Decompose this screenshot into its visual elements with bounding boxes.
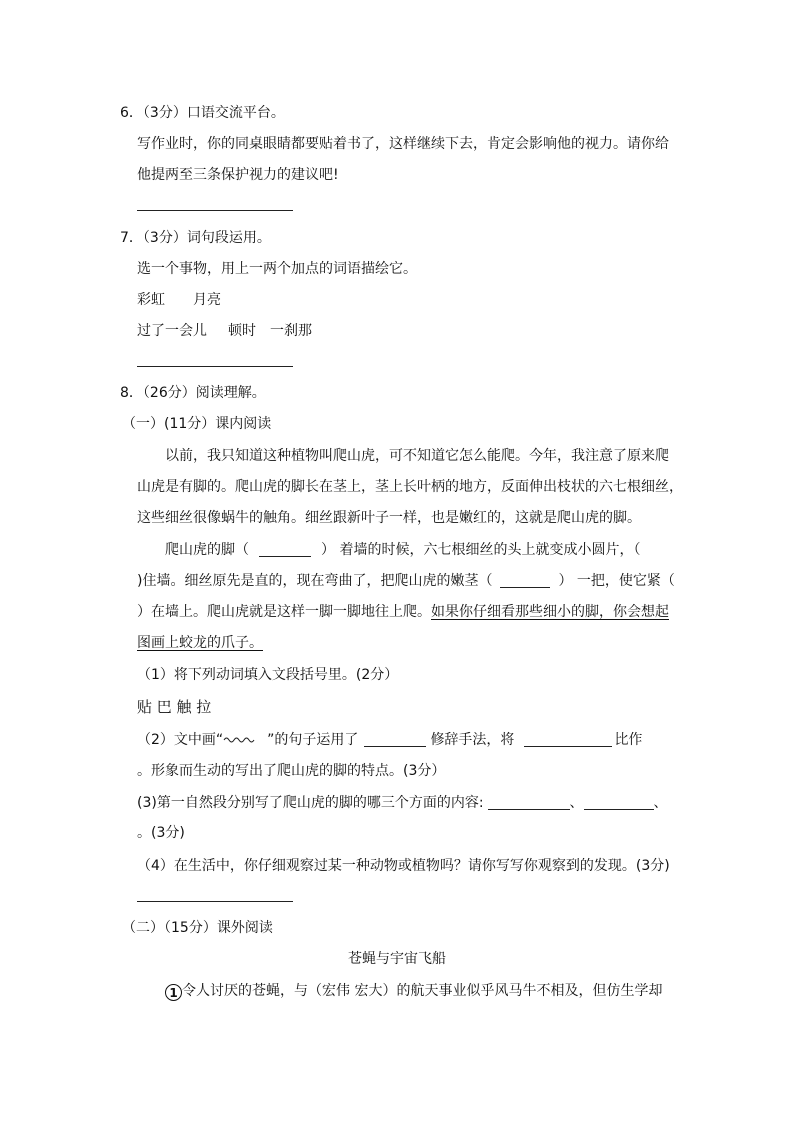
sub-question-4: （4）在生活中，你仔细观察过某一种动物或植物吗？请你写写你观察到的发现。(3分) bbox=[137, 858, 670, 874]
sub2-text-a: （2）文中画“ bbox=[137, 732, 224, 748]
p2-text-1b: ） 着墙的时候，六七根细丝的头上就变成小圆片，（ bbox=[321, 542, 641, 558]
part1-p2-line-3 bbox=[137, 603, 669, 621]
q8-heading: 8．（26分）阅读理解。 bbox=[120, 385, 266, 401]
blank-3[interactable] bbox=[500, 573, 550, 588]
p2-text-1a: 爬山虎的脚（ bbox=[165, 542, 249, 558]
part2-article-title: 苍蝇与宇宙飞船 bbox=[348, 951, 446, 967]
blank-object[interactable] bbox=[524, 732, 612, 747]
part1-p2-line-2 bbox=[137, 572, 675, 590]
q6-heading: 6．（3分）口语交流平台。 bbox=[120, 105, 285, 121]
q6-line-1: 写作业时，你的同桌眼睛都要贴着书了，这样继续下去，肯定会影响他的视力。请你给 bbox=[137, 136, 669, 152]
sub3-sep-1: 、 bbox=[569, 795, 584, 811]
q7-word-moon: 月亮 bbox=[193, 292, 221, 308]
sub3-sep-2: 、 bbox=[653, 795, 668, 811]
part2-p1-line-1 bbox=[165, 982, 662, 1001]
sub-question-3 bbox=[137, 794, 668, 812]
q7-word-instant: 一刹那 bbox=[270, 323, 312, 339]
blank-aspect-1[interactable] bbox=[488, 795, 570, 810]
q7-answer-line[interactable] bbox=[137, 366, 293, 367]
sub-question-1: （1）将下列动词填入文段括号里。(2分） bbox=[137, 667, 399, 683]
sub3-text: (3)第一自然段分别写了爬山虎的脚的哪三个方面的内容: bbox=[137, 795, 484, 811]
q6-line-2: 他提两至三条保护视力的建议吧! bbox=[137, 167, 339, 183]
part1-p2-line-4: 图画上蛟龙的爪子。 bbox=[137, 635, 263, 651]
sub2-text-b: ”的句子运用了 bbox=[267, 732, 359, 748]
p2-text-2b: ） 一把，使它紧（ bbox=[558, 573, 675, 589]
q7-word-rainbow: 彩虹 bbox=[137, 292, 165, 308]
sub-question-3-line-2: 。(3分) bbox=[137, 825, 185, 841]
verb-list: 贴 巴 触 拉 bbox=[137, 698, 212, 716]
q7-heading: 7．（3分）词句段运用。 bbox=[120, 230, 271, 246]
part1-p1-line-1: 以前，我只知道这种植物叫爬山虎，可不知道它怎么能爬。今年，我注意了原来爬 bbox=[165, 448, 669, 464]
part1-p1-line-2: 山虎是有脚的。爬山虎的脚长在茎上，茎上长叶柄的地方，反面伸出枝状的六七根细丝， bbox=[137, 479, 683, 495]
q7-word-suddenly: 顿时 bbox=[228, 323, 256, 339]
sub2-text-d: 比作 bbox=[614, 732, 643, 748]
p2-text-2a: )住墙。细丝原先是直的，现在弯曲了，把爬山虎的嫩茎（ bbox=[137, 573, 493, 589]
q7-word-after-a-while: 过了一会儿 bbox=[137, 323, 207, 339]
sub-question-2 bbox=[137, 731, 642, 749]
blank-rhetoric[interactable] bbox=[364, 732, 426, 747]
sub4-answer-line[interactable] bbox=[137, 901, 293, 902]
q6-answer-line[interactable] bbox=[137, 210, 293, 211]
part1-heading: （一）(11分）课内阅读 bbox=[122, 416, 272, 432]
blank-1[interactable] bbox=[259, 542, 311, 557]
circled-number-1-icon: 1 bbox=[165, 984, 182, 1001]
part1-p1-line-3: 这些细丝很像蜗牛的触角。细丝跟新叶子一样，也是嫩红的，这就是爬山虎的脚。 bbox=[137, 510, 641, 526]
sub-question-2-line-2: 。形象而生动的写出了爬山虎的脚的特点。(3分） bbox=[137, 763, 446, 779]
part2-heading: （二）（15分）课外阅读 bbox=[122, 920, 273, 936]
part2-p1-text: 令人讨厌的苍蝇，与（宏伟 宏大）的航天事业似乎风马牛不相及，但仿生学却 bbox=[182, 983, 663, 999]
p2-text-3a: ）在墙上。爬山虎就是这样一脚一脚地往上爬。 bbox=[137, 604, 431, 620]
blank-aspect-2[interactable] bbox=[584, 795, 654, 810]
q7-instruction: 选一个事物，用上一两个加点的词语描绘它。 bbox=[137, 261, 417, 277]
sub2-text-c: 修辞手法，将 bbox=[430, 732, 515, 748]
part1-p2-line-1 bbox=[165, 541, 640, 559]
wavy-underline-icon bbox=[223, 734, 257, 744]
p2-underlined-sentence: 如果你仔细看那些细小的脚，你会想起 bbox=[431, 604, 669, 620]
